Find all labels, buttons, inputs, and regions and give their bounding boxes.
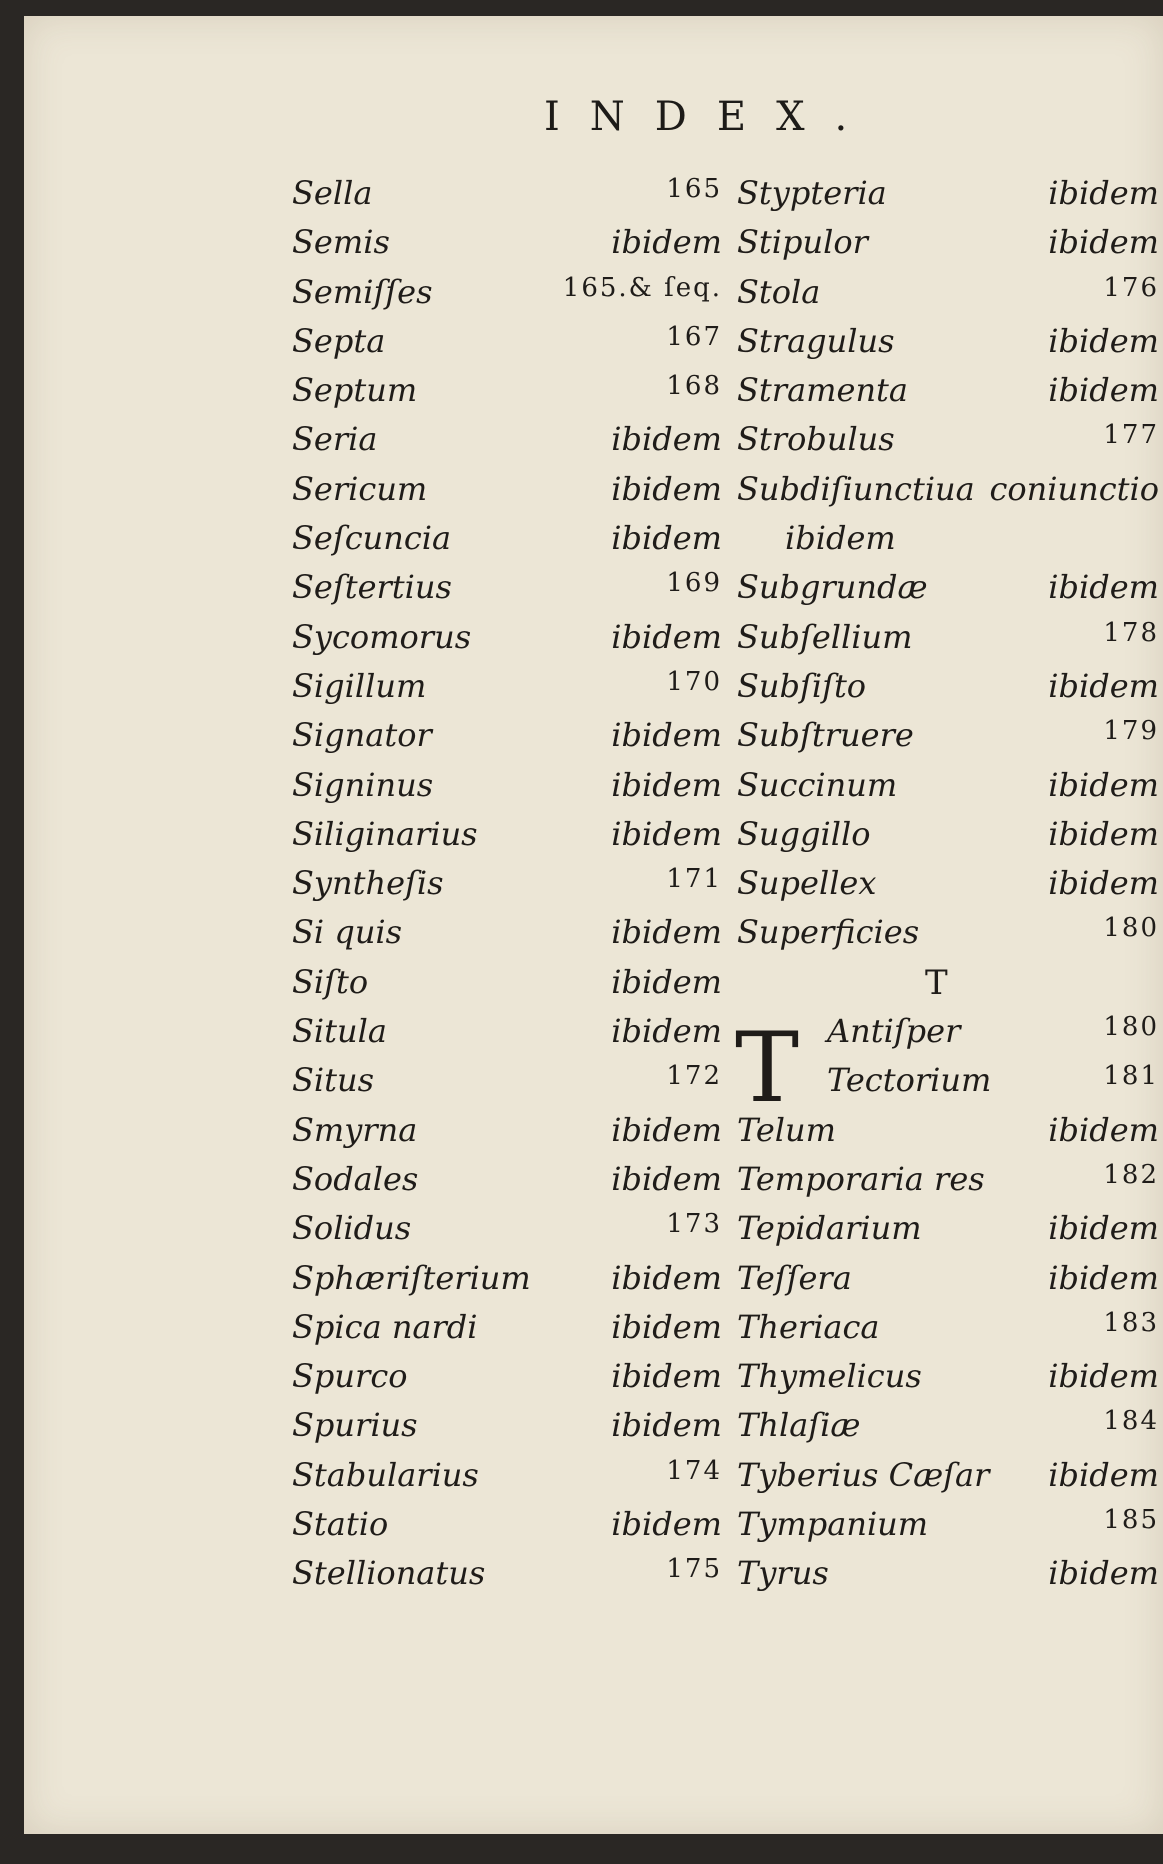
index-entry bbox=[292, 371, 722, 420]
entry-page-ref: ibidem bbox=[611, 814, 722, 853]
index-entry bbox=[292, 1505, 722, 1554]
entry-term: Stabularius bbox=[292, 1455, 479, 1494]
index-entry bbox=[737, 815, 1159, 864]
index-entry bbox=[292, 470, 722, 519]
entry-term: Sericum bbox=[292, 469, 428, 508]
index-entry bbox=[737, 1061, 1159, 1110]
entry-page-ref: 171 bbox=[666, 864, 722, 895]
entry-term: Thlaſiæ bbox=[737, 1406, 861, 1445]
index-entry bbox=[292, 1061, 722, 1110]
entry-term: Semiſſes bbox=[292, 272, 433, 311]
index-entry bbox=[292, 568, 722, 617]
entry-page-ref: ibidem bbox=[611, 913, 722, 952]
index-entry bbox=[292, 1012, 722, 1061]
entry-page-ref: ibidem bbox=[1048, 1554, 1159, 1593]
entry-term: Semis bbox=[292, 223, 390, 262]
index-entry bbox=[737, 1554, 1159, 1603]
index-entry bbox=[737, 1209, 1159, 1258]
entry-term: Solidus bbox=[292, 1209, 412, 1248]
index-entry bbox=[737, 1456, 1159, 1505]
index-entry bbox=[292, 1111, 722, 1160]
entry-term: Septum bbox=[292, 371, 418, 410]
entry-page-ref: 179 bbox=[1103, 716, 1159, 747]
entry-term: Stypteria bbox=[737, 174, 887, 212]
index-entry bbox=[737, 223, 1159, 272]
index-entry bbox=[737, 667, 1159, 716]
index-entry bbox=[737, 174, 1159, 223]
entry-term: Signator bbox=[292, 716, 432, 755]
index-entry bbox=[292, 618, 722, 667]
entry-term: Stellionatus bbox=[292, 1554, 486, 1593]
index-entry bbox=[292, 1160, 722, 1209]
entry-term: Thymelicus bbox=[737, 1357, 922, 1396]
entry-term: Teſſera bbox=[737, 1258, 852, 1297]
entry-term: Situs bbox=[292, 1061, 375, 1100]
index-entry bbox=[737, 519, 1159, 568]
entry-page-ref: 170 bbox=[666, 666, 722, 697]
index-entry bbox=[292, 963, 722, 1012]
drop-cap-letter: T bbox=[735, 1012, 800, 1125]
index-entry bbox=[292, 1308, 722, 1357]
entry-term: Syntheſis bbox=[292, 864, 444, 903]
entry-term: Tectorium bbox=[827, 1061, 992, 1100]
entry-page-ref: ibidem bbox=[1048, 1209, 1159, 1248]
entry-page-ref: 185 bbox=[1103, 1505, 1159, 1536]
entry-term: Sella bbox=[292, 174, 373, 212]
entry-term: Subſiſto bbox=[737, 666, 867, 705]
entry-term: Subgrundæ bbox=[737, 568, 928, 607]
entry-term: Septa bbox=[292, 321, 386, 360]
entry-term: Subdiſiunctiua bbox=[737, 469, 975, 508]
entry-term: ibidem bbox=[785, 519, 896, 558]
entry-term: Si quis bbox=[292, 913, 403, 952]
index-entry bbox=[292, 815, 722, 864]
index-entry bbox=[292, 1259, 722, 1308]
entry-page-ref: ibidem bbox=[1048, 765, 1159, 804]
entry-term: Subſtruere bbox=[737, 716, 914, 755]
entry-page-ref: ibidem bbox=[611, 1307, 722, 1346]
index-entry bbox=[737, 1012, 1159, 1061]
index-entry bbox=[737, 1406, 1159, 1455]
entry-term: Telum bbox=[737, 1110, 836, 1149]
entry-page-ref: 165 bbox=[666, 174, 722, 204]
index-entry bbox=[292, 766, 722, 815]
entry-page-ref: ibidem bbox=[1048, 814, 1159, 853]
entry-term: Sigillum bbox=[292, 666, 427, 705]
entry-page-ref: 177 bbox=[1103, 420, 1159, 451]
index-entry bbox=[737, 618, 1159, 667]
entry-term: Superficies bbox=[737, 913, 920, 952]
entry-term: Sodales bbox=[292, 1159, 419, 1198]
entry-term: Siliginarius bbox=[292, 814, 478, 853]
entry-page-ref: ibidem bbox=[1048, 321, 1159, 360]
entry-term: Stragulus bbox=[737, 321, 895, 360]
index-entry bbox=[292, 1406, 722, 1455]
index-entry bbox=[292, 716, 722, 765]
entry-page-ref: ibidem bbox=[611, 1258, 722, 1297]
entry-page-ref: ibidem bbox=[611, 469, 722, 508]
index-entry bbox=[737, 864, 1159, 913]
book-page bbox=[24, 16, 1163, 1834]
entry-page-ref: ibidem bbox=[1048, 174, 1159, 212]
index-entry bbox=[292, 913, 722, 962]
index-entry bbox=[292, 1456, 722, 1505]
index-entry bbox=[292, 322, 722, 371]
entry-page-ref: ibidem bbox=[1048, 1455, 1159, 1494]
entry-term: Seſtertius bbox=[292, 568, 452, 607]
page-title: INDEX. bbox=[544, 94, 878, 140]
index-entry bbox=[737, 322, 1159, 371]
entry-page-ref: ibidem bbox=[611, 519, 722, 558]
entry-term: Temporaria res bbox=[737, 1159, 985, 1198]
index-entry bbox=[292, 420, 722, 469]
entry-page-ref: 178 bbox=[1103, 617, 1159, 648]
entry-page-ref: 167 bbox=[666, 321, 722, 352]
index-entry bbox=[292, 273, 722, 322]
index-entry bbox=[292, 1209, 722, 1258]
section-letter: T bbox=[925, 962, 948, 1003]
index-entry bbox=[737, 1160, 1159, 1209]
entry-page-ref: ibidem bbox=[1048, 223, 1159, 262]
entry-term: Theriaca bbox=[737, 1307, 880, 1346]
entry-term: Tepidarium bbox=[737, 1209, 922, 1248]
entry-page-ref: ibidem bbox=[611, 617, 722, 656]
index-entry bbox=[292, 1554, 722, 1603]
index-entry bbox=[737, 420, 1159, 469]
index-entry bbox=[737, 766, 1159, 815]
entry-page-ref: ibidem bbox=[1048, 666, 1159, 705]
index-entry bbox=[737, 273, 1159, 322]
entry-term: Smyrna bbox=[292, 1110, 418, 1149]
index-entry bbox=[737, 1308, 1159, 1357]
entry-page-ref: ibidem bbox=[611, 1012, 722, 1051]
entry-page-ref: ibidem bbox=[611, 1505, 722, 1544]
entry-page-ref: 169 bbox=[666, 568, 722, 599]
entry-page-ref: 180 bbox=[1103, 1012, 1159, 1043]
index-entry bbox=[737, 1505, 1159, 1554]
entry-page-ref: 181 bbox=[1103, 1061, 1159, 1092]
entry-term: Spurius bbox=[292, 1406, 418, 1445]
entry-term: Subſellium bbox=[737, 617, 913, 656]
entry-term: Strobulus bbox=[737, 420, 895, 459]
index-column-left bbox=[292, 174, 722, 1604]
index-entry bbox=[292, 1357, 722, 1406]
entry-term: Supellex bbox=[737, 864, 877, 903]
entry-page-ref: ibidem bbox=[1048, 568, 1159, 607]
index-entry bbox=[737, 568, 1159, 617]
index-entry bbox=[292, 519, 722, 568]
entry-term: Situla bbox=[292, 1012, 387, 1051]
entry-term: Tyberius Cæſar bbox=[737, 1455, 990, 1494]
entry-term: Tympanium bbox=[737, 1505, 929, 1544]
entry-page-ref: 183 bbox=[1103, 1307, 1159, 1338]
entry-term: Seria bbox=[292, 420, 378, 459]
entry-page-ref: ibidem bbox=[611, 765, 722, 804]
dropcap-block bbox=[735, 1012, 1159, 1125]
entry-page-ref: ibidem bbox=[1048, 1357, 1159, 1396]
entry-page-ref: ibidem bbox=[611, 716, 722, 755]
entry-term: Statio bbox=[292, 1505, 389, 1544]
index-entry bbox=[292, 864, 722, 913]
entry-page-ref: coniunctio bbox=[989, 469, 1159, 508]
entry-term: Stipulor bbox=[737, 223, 868, 262]
entry-term: Spica nardi bbox=[292, 1307, 478, 1346]
entry-page-ref: 173 bbox=[666, 1209, 722, 1240]
index-entry bbox=[737, 470, 1159, 519]
entry-term: Siſto bbox=[292, 962, 369, 1001]
index-column-right bbox=[737, 174, 1159, 1604]
index-entry bbox=[292, 174, 722, 223]
entry-page-ref: 184 bbox=[1103, 1406, 1159, 1437]
entry-term: Stola bbox=[737, 272, 821, 311]
index-entry bbox=[737, 371, 1159, 420]
entry-page-ref: ibidem bbox=[1048, 1110, 1159, 1149]
entry-page-ref: ibidem bbox=[611, 962, 722, 1001]
entry-page-ref: ibidem bbox=[611, 1110, 722, 1149]
entry-term: Antiſper bbox=[827, 1012, 961, 1051]
index-entry bbox=[292, 223, 722, 272]
entry-page-ref: ibidem bbox=[611, 420, 722, 459]
entry-page-ref: 165.& ſeq. bbox=[562, 272, 722, 303]
entry-page-ref: ibidem bbox=[611, 1406, 722, 1445]
entry-page-ref: 176 bbox=[1103, 272, 1159, 303]
entry-page-ref: ibidem bbox=[611, 223, 722, 262]
entry-page-ref: ibidem bbox=[1048, 371, 1159, 410]
index-entry bbox=[737, 1111, 1159, 1160]
entry-page-ref: 174 bbox=[666, 1455, 722, 1486]
entry-term: Spurco bbox=[292, 1357, 408, 1396]
entry-page-ref: 180 bbox=[1103, 913, 1159, 944]
index-entry bbox=[737, 913, 1159, 962]
index-entry bbox=[292, 667, 722, 716]
index-entry bbox=[737, 1259, 1159, 1308]
entry-term: Signinus bbox=[292, 765, 434, 804]
index-entry bbox=[737, 716, 1159, 765]
entry-term: Tyrus bbox=[737, 1554, 829, 1593]
entry-term: Sycomorus bbox=[292, 617, 472, 656]
index-entry bbox=[737, 1357, 1159, 1406]
entry-term: Stramenta bbox=[737, 371, 908, 410]
entry-page-ref: ibidem bbox=[611, 1159, 722, 1198]
entry-term: Seſcuncia bbox=[292, 519, 452, 558]
entry-term: Sphæriſterium bbox=[292, 1258, 531, 1297]
entry-page-ref: 168 bbox=[666, 371, 722, 402]
entry-page-ref: 175 bbox=[666, 1554, 722, 1585]
entry-page-ref: 182 bbox=[1103, 1159, 1159, 1190]
entry-page-ref: 172 bbox=[666, 1061, 722, 1092]
entry-term: Suggillo bbox=[737, 814, 871, 853]
section-heading bbox=[737, 963, 1159, 1012]
entry-page-ref: ibidem bbox=[1048, 1258, 1159, 1297]
entry-page-ref: ibidem bbox=[1048, 864, 1159, 903]
entry-term: Succinum bbox=[737, 765, 898, 804]
entry-page-ref: ibidem bbox=[611, 1357, 722, 1396]
